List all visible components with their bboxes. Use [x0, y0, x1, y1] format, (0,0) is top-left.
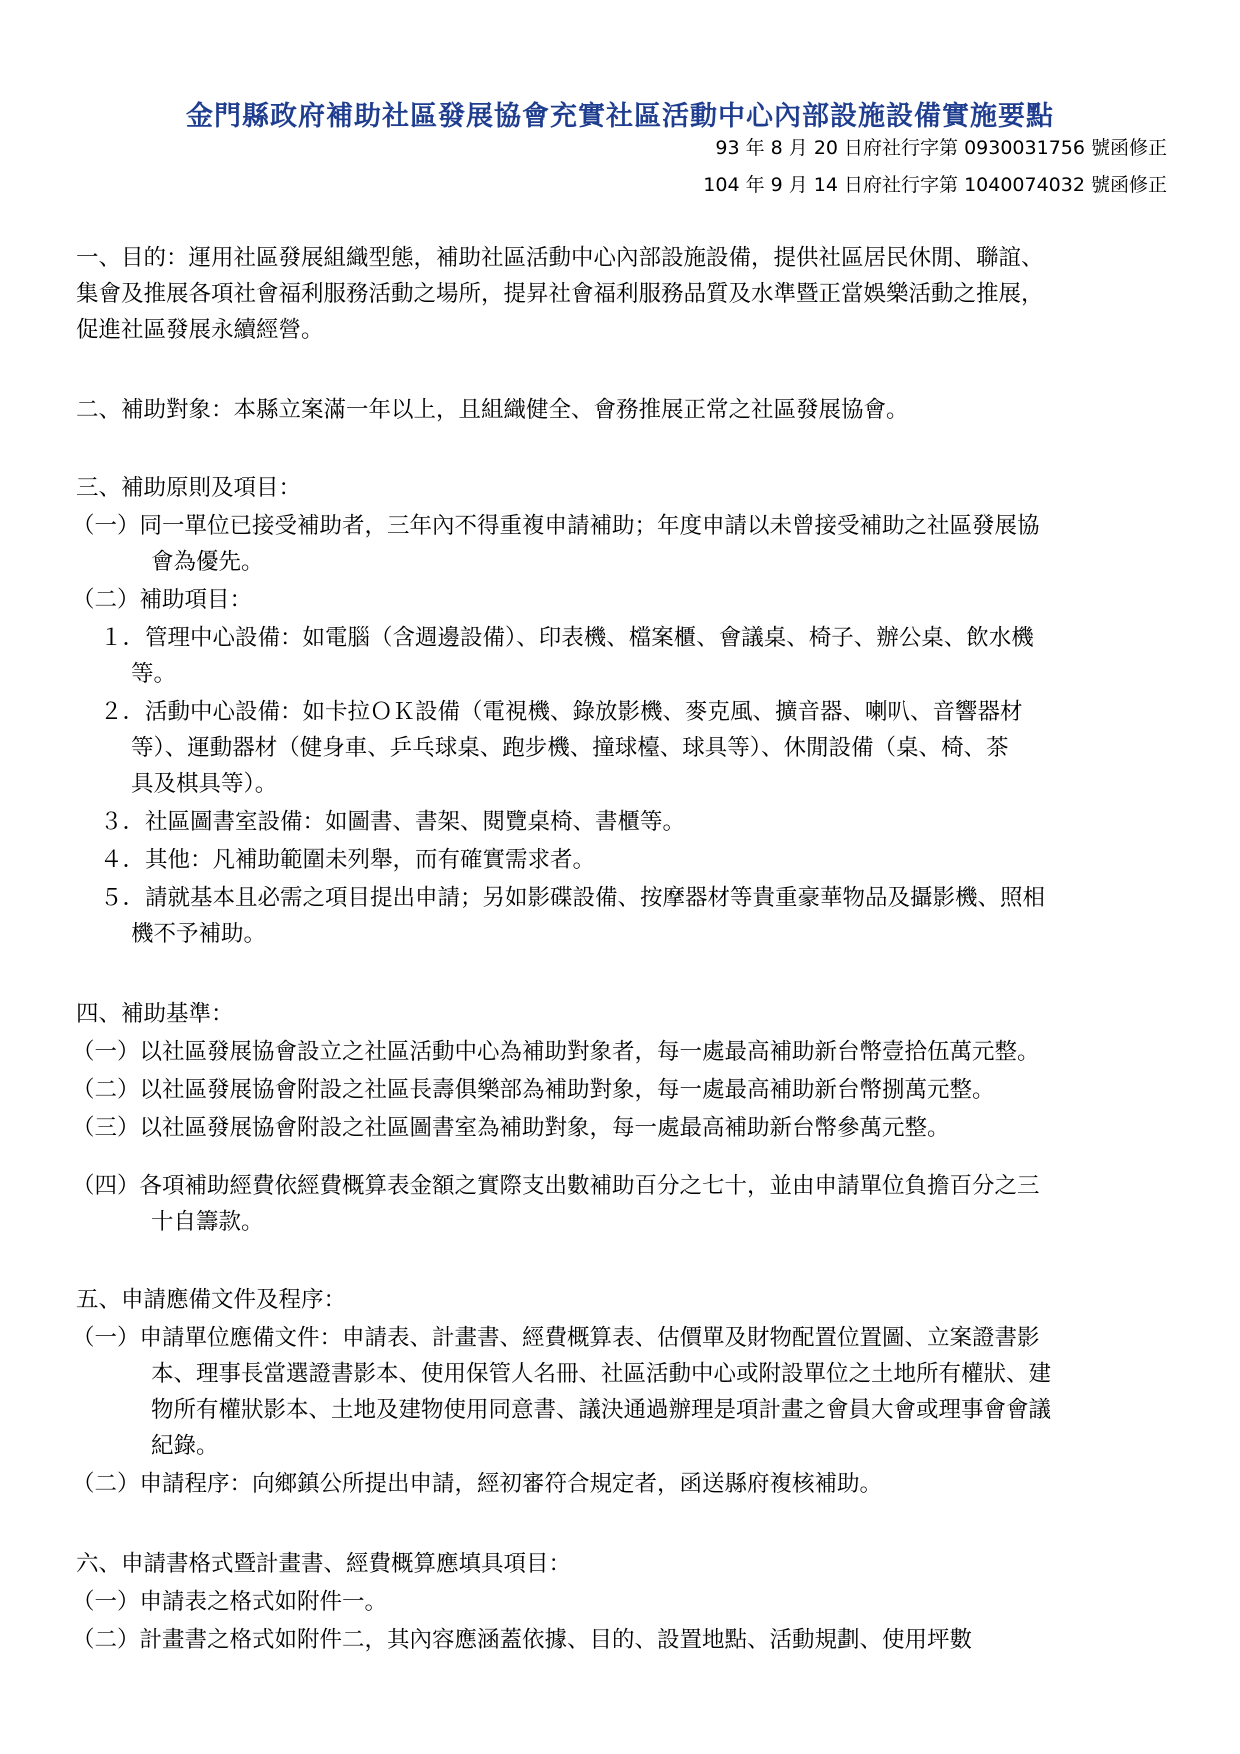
revision-note-2: 104 年 9 月 14 日府社行字第 1040074032 號函修正	[703, 174, 1167, 196]
revision-note-1: 93 年 8 月 20 日府社行字第 0930031756 號函修正	[715, 137, 1167, 159]
text-line: 本、理事長當選證書影本、使用保管人名冊、社區活動中心或附設單位之土地所有權狀、建	[151, 1361, 1052, 1387]
text-line: 二、補助對象：本縣立案滿一年以上，且組織健全、會務推展正常之社區發展協會。	[76, 397, 909, 423]
text-line: （二）計畫書之格式如附件二，其內容應涵蓋依據、目的、設置地點、活動規劃、使用坪數	[72, 1627, 973, 1653]
text-line: １．管理中心設備：如電腦（含週邊設備）、印表機、檔案櫃、會議桌、椅子、辦公桌、飲水機	[100, 625, 1034, 651]
text-line: （二）補助項目：	[72, 587, 253, 613]
text-line: 具及棋具等）。	[131, 771, 278, 797]
text-line: （一）同一單位已接受補助者，三年內不得重複申請補助；年度申請以未曾接受補助之社區發展協	[72, 513, 1040, 539]
document-title: 金門縣政府補助社區發展協會充實社區活動中心內部設施設備實施要點	[186, 101, 1054, 132]
section-heading: 六、申請書格式暨計畫書、經費概算應填具項目：	[76, 1551, 572, 1577]
text-line: 會為優先。	[151, 549, 264, 575]
text-line: （四）各項補助經費依經費概算表金額之實際支出數補助百分之七十，並由申請單位負擔百分之三	[72, 1173, 1040, 1199]
text-line: 等）、運動器材（健身車、乒乓球桌、跑步機、撞球檯、球具等）、休閒設備（桌、椅、茶	[131, 735, 1009, 761]
text-line: 集會及推展各項社會福利服務活動之場所，提昇社會福利服務品質及水準暨正當娛樂活動之推展，	[76, 281, 1044, 307]
text-line: ４．其他：凡補助範圍未列舉，而有確實需求者。	[100, 847, 596, 873]
section-heading: 三、補助原則及項目：	[76, 475, 302, 501]
section-heading: 五、申請應備文件及程序：	[76, 1287, 347, 1313]
text-line: ３．社區圖書室設備：如圖書、書架、閱覽桌椅、書櫃等。	[100, 809, 686, 835]
text-line: （二）申請程序：向鄉鎮公所提出申請，經初審符合規定者，函送縣府複核補助。	[72, 1471, 883, 1497]
text-line: ２．活動中心設備：如卡拉ＯＫ設備（電視機、錄放影機、麥克風、擴音器、喇叭、音響器材	[100, 699, 1023, 725]
text-line: 一、目的：運用社區發展組織型態，補助社區活動中心內部設施設備，提供社區居民休閒、聯誼、	[76, 245, 1044, 271]
text-line: 促進社區發展永續經營。	[76, 317, 324, 343]
text-line: （三）以社區發展協會附設之社區圖書室為補助對象，每一處最高補助新台幣參萬元整。	[72, 1115, 950, 1141]
text-line: （一）申請單位應備文件：申請表、計畫書、經費概算表、估價單及財物配置位置圖、立案證書影	[72, 1325, 1040, 1351]
text-line: 等。	[131, 661, 177, 687]
text-line: ５．請就基本且必需之項目提出申請；另如影碟設備、按摩器材等貴重豪華物品及攝影機、照相	[100, 885, 1046, 911]
section-heading: 四、補助基準：	[76, 1001, 234, 1027]
text-line: （一）以社區發展協會設立之社區活動中心為補助對象者，每一處最高補助新台幣壹拾伍萬元整。	[72, 1039, 1040, 1065]
text-line: （一）申請表之格式如附件一。	[72, 1589, 388, 1615]
text-line: （二）以社區發展協會附設之社區長壽俱樂部為補助對象，每一處最高補助新台幣捌萬元整。	[72, 1077, 995, 1103]
text-line: 物所有權狀影本、土地及建物使用同意書、議決通過辦理是項計畫之會員大會或理事會會議	[151, 1397, 1052, 1423]
text-line: 十自籌款。	[151, 1209, 264, 1235]
text-line: 機不予補助。	[131, 921, 267, 947]
text-line: 紀錄。	[151, 1433, 219, 1459]
